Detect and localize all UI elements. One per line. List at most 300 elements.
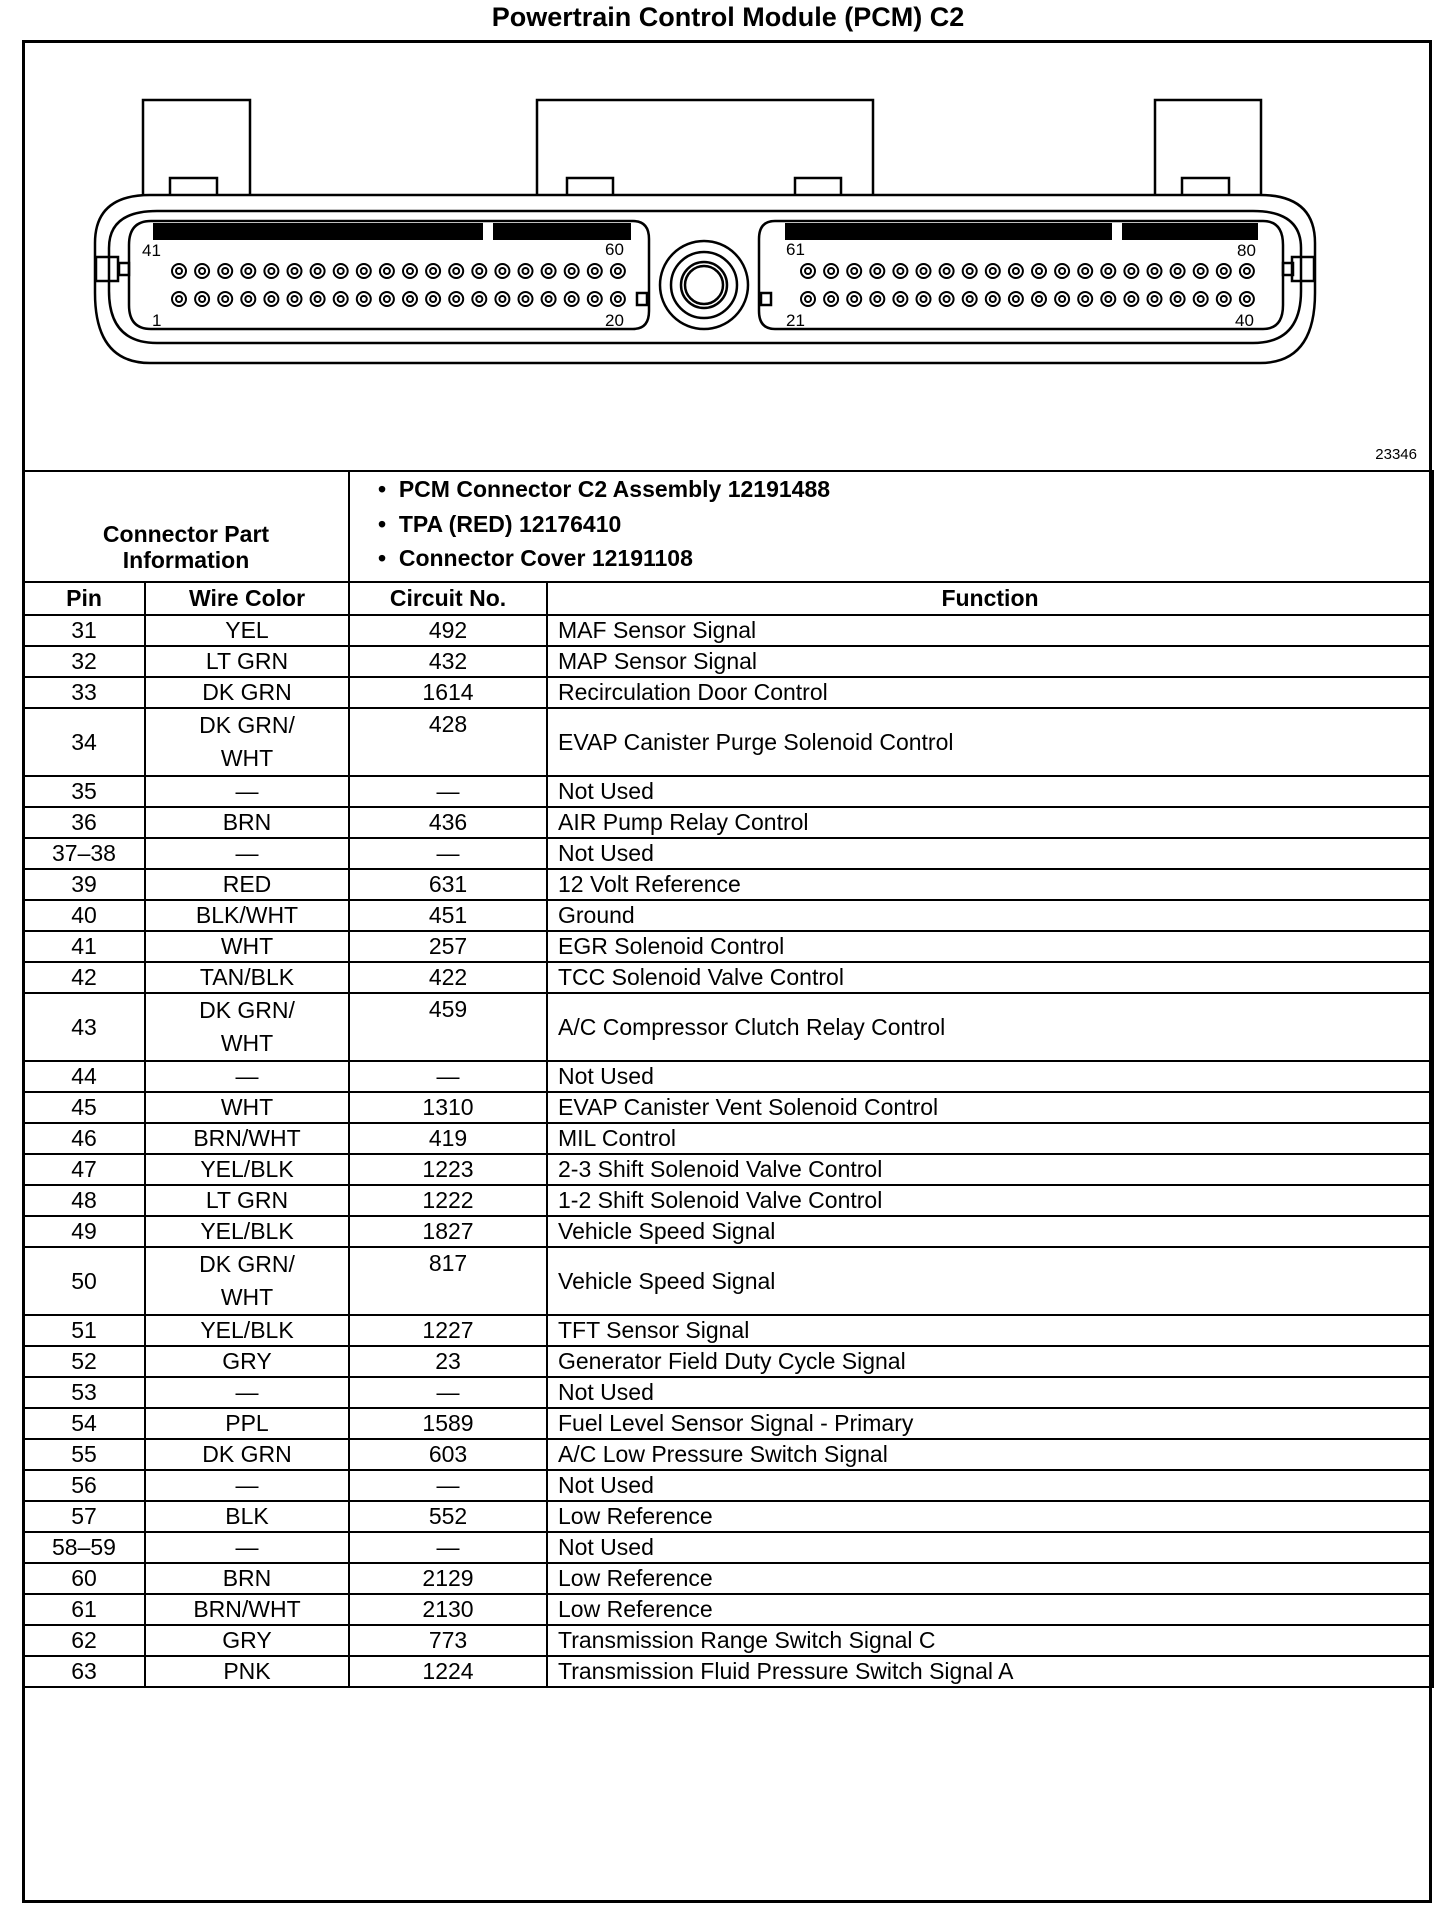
- pin-cavity: [288, 292, 302, 306]
- pin-contact: [592, 268, 598, 274]
- pin-cavity: [588, 264, 602, 278]
- pin-contact: [990, 296, 996, 302]
- circuit-cell: 552: [349, 1501, 547, 1532]
- pin-cavity: [264, 264, 278, 278]
- table-row: [23, 1154, 1433, 1185]
- wire-color-cell: PNK: [145, 1656, 349, 1687]
- part-info-row: [23, 471, 1433, 582]
- table-row: [23, 993, 1433, 1061]
- circuit-cell: 422: [349, 962, 547, 993]
- circuit-cell: 492: [349, 615, 547, 646]
- circuit-cell: —: [349, 838, 547, 869]
- pin-cavity: [1148, 264, 1162, 278]
- pin-contact: [967, 268, 973, 274]
- pin-cavity: [588, 292, 602, 306]
- pin-cell: 39: [23, 869, 145, 900]
- table-row: [23, 1501, 1433, 1532]
- circuit-cell: 773: [349, 1625, 547, 1656]
- pin-contact: [1059, 268, 1065, 274]
- wire-color-cell: YEL: [145, 615, 349, 646]
- circuit-cell: 1827: [349, 1216, 547, 1247]
- pin-cavity: [472, 264, 486, 278]
- pin-cell: 49: [23, 1216, 145, 1247]
- pin-cell: 52: [23, 1346, 145, 1377]
- table-row: [23, 1185, 1433, 1216]
- circuit-cell: —: [349, 1470, 547, 1501]
- pin-cell: 60: [23, 1563, 145, 1594]
- pin-cavity: [1217, 264, 1231, 278]
- pin-cell: 37–38: [23, 838, 145, 869]
- pin-contact: [1221, 268, 1227, 274]
- pin-cavity: [172, 292, 186, 306]
- function-cell: Ground: [547, 900, 1433, 931]
- pin-contact: [268, 296, 274, 302]
- table-row: [23, 1656, 1433, 1687]
- wire-color-cell: BLK/WHT: [145, 900, 349, 931]
- wire-color-cell: [145, 708, 349, 776]
- table-row: [23, 646, 1433, 677]
- function-cell: Low Reference: [547, 1501, 1433, 1532]
- circuit-cell: 603: [349, 1439, 547, 1470]
- pin-cavity: [824, 292, 838, 306]
- pin-cavity: [1032, 292, 1046, 306]
- circuit-cell: 1222: [349, 1185, 547, 1216]
- pin-contact: [546, 268, 552, 274]
- pin-cavity: [1055, 264, 1069, 278]
- table-row: [23, 962, 1433, 993]
- function-cell: Transmission Range Switch Signal C: [547, 1625, 1433, 1656]
- function-cell: A/C Compressor Clutch Relay Control: [547, 993, 1433, 1061]
- pin-cavity: [565, 264, 579, 278]
- function-cell: 12 Volt Reference: [547, 869, 1433, 900]
- pin-contact: [523, 268, 529, 274]
- table-row: [23, 1377, 1433, 1408]
- part-item: • TPA (RED) 12176410: [378, 510, 622, 537]
- pin-contact: [315, 296, 321, 302]
- pin-contact: [967, 296, 973, 302]
- pin-contact: [944, 296, 950, 302]
- table-row: [23, 677, 1433, 708]
- pin-cavity: [357, 264, 371, 278]
- pin-cavity: [940, 292, 954, 306]
- table-row: [23, 1594, 1433, 1625]
- function-cell: Not Used: [547, 1377, 1433, 1408]
- circuit-cell: —: [349, 1061, 547, 1092]
- pin-contact: [805, 296, 811, 302]
- pin-cavity: [311, 292, 325, 306]
- pin-contact: [615, 268, 621, 274]
- pin-contact: [851, 268, 857, 274]
- pin-cavity: [1009, 292, 1023, 306]
- function-cell: Low Reference: [547, 1563, 1433, 1594]
- circuit-cell: 1224: [349, 1656, 547, 1687]
- table-row: [23, 1408, 1433, 1439]
- pin-cell: 55: [23, 1439, 145, 1470]
- function-cell: Not Used: [547, 1061, 1433, 1092]
- pin-contact: [897, 268, 903, 274]
- pin-contact: [897, 296, 903, 302]
- function-cell: EGR Solenoid Control: [547, 931, 1433, 962]
- pin-contact: [222, 296, 228, 302]
- wire-color-line: WHT: [220, 1284, 274, 1310]
- col-header-pin: Pin: [23, 582, 145, 615]
- table-row: [23, 869, 1433, 900]
- function-cell: A/C Low Pressure Switch Signal: [547, 1439, 1433, 1470]
- pin-cell: 56: [23, 1470, 145, 1501]
- pin-cell: 45: [23, 1092, 145, 1123]
- pin-cavity: [1217, 292, 1231, 306]
- function-cell: Generator Field Duty Cycle Signal: [547, 1346, 1433, 1377]
- wire-color-cell: WHT: [145, 1092, 349, 1123]
- circuit-cell: 451: [349, 900, 547, 931]
- pin-cavity: [1009, 264, 1023, 278]
- function-cell: 1-2 Shift Solenoid Valve Control: [547, 1185, 1433, 1216]
- pin-contact: [338, 268, 344, 274]
- table-row: [23, 776, 1433, 807]
- pin-cavity: [449, 264, 463, 278]
- figure-number: 23346: [1375, 446, 1417, 463]
- pin-cell: 34: [23, 708, 145, 776]
- table-row: [23, 807, 1433, 838]
- pin-cell: 44: [23, 1061, 145, 1092]
- part-info-list: [349, 471, 1433, 582]
- pin-cavity: [893, 292, 907, 306]
- pin-contact: [1221, 296, 1227, 302]
- pin-cavity: [1171, 264, 1185, 278]
- pin-cavity: [893, 264, 907, 278]
- pin-cavity: [611, 292, 625, 306]
- pin-contact: [921, 296, 927, 302]
- pin-cavity: [495, 264, 509, 278]
- pin-contact: [828, 268, 834, 274]
- pin-contact: [874, 268, 880, 274]
- col-header-function: Function: [547, 582, 1433, 615]
- wire-color-cell: —: [145, 838, 349, 869]
- pin-contact: [921, 268, 927, 274]
- connector-diagram: [25, 43, 1429, 470]
- pin-contact: [1036, 296, 1042, 302]
- wire-color-line: WHT: [220, 1030, 274, 1056]
- pin-cavity: [1240, 264, 1254, 278]
- pin-contact: [1244, 268, 1250, 274]
- wire-color-cell: [145, 993, 349, 1061]
- pin-cavity: [824, 264, 838, 278]
- pin-cavity: [870, 264, 884, 278]
- pin-cell: 31: [23, 615, 145, 646]
- wire-color-cell: RED: [145, 869, 349, 900]
- function-cell: Not Used: [547, 838, 1433, 869]
- pin-contact: [361, 268, 367, 274]
- pin-label-61: 61: [786, 240, 805, 259]
- function-cell: Fuel Level Sensor Signal - Primary: [547, 1408, 1433, 1439]
- table-row: [23, 1625, 1433, 1656]
- table-row: [23, 1563, 1433, 1594]
- pin-cavity: [986, 264, 1000, 278]
- pin-cell: 32: [23, 646, 145, 677]
- header-row: [23, 582, 1433, 615]
- wire-color-cell: LT GRN: [145, 646, 349, 677]
- pin-contact: [1128, 296, 1134, 302]
- wire-color-cell: BRN: [145, 807, 349, 838]
- pin-label-20: 20: [605, 311, 624, 330]
- table-row: [23, 1123, 1433, 1154]
- pin-contact: [1175, 268, 1181, 274]
- table-row: [23, 1247, 1433, 1315]
- part-item: • PCM Connector C2 Assembly 12191488: [378, 476, 831, 502]
- pin-cavity: [1055, 292, 1069, 306]
- col-header-circuit: Circuit No.: [349, 582, 547, 615]
- pin-cavity: [472, 292, 486, 306]
- pin-contact: [338, 296, 344, 302]
- pin-contact: [430, 296, 436, 302]
- function-cell: Not Used: [547, 1470, 1433, 1501]
- pin-contact: [1105, 268, 1111, 274]
- pin-contact: [361, 296, 367, 302]
- pin-cavity: [986, 292, 1000, 306]
- pin-cavity: [1240, 292, 1254, 306]
- function-cell: 2-3 Shift Solenoid Valve Control: [547, 1154, 1433, 1185]
- table-row: [23, 900, 1433, 931]
- function-cell: Not Used: [547, 1532, 1433, 1563]
- col-header-wire-color: Wire Color: [145, 582, 349, 615]
- pin-cell: 53: [23, 1377, 145, 1408]
- wire-color-cell: GRY: [145, 1346, 349, 1377]
- pin-cavity: [847, 292, 861, 306]
- circuit-cell: 459: [349, 993, 547, 1061]
- wire-color-cell: LT GRN: [145, 1185, 349, 1216]
- wire-color-cell: BRN/WHT: [145, 1123, 349, 1154]
- pin-contact: [245, 296, 251, 302]
- pin-contact: [1082, 296, 1088, 302]
- pin-cavity: [357, 292, 371, 306]
- pin-cavity: [195, 292, 209, 306]
- pin-cell: 48: [23, 1185, 145, 1216]
- pin-cell: 63: [23, 1656, 145, 1687]
- circuit-cell: 23: [349, 1346, 547, 1377]
- function-cell: Not Used: [547, 776, 1433, 807]
- circuit-cell: 1614: [349, 677, 547, 708]
- wire-color-line: DK GRN/: [199, 1251, 295, 1277]
- pin-cavity: [963, 292, 977, 306]
- pin-cavity: [380, 292, 394, 306]
- wire-color-cell: YEL/BLK: [145, 1315, 349, 1346]
- wire-color-cell: YEL/BLK: [145, 1216, 349, 1247]
- circuit-cell: 432: [349, 646, 547, 677]
- pin-contact: [176, 268, 182, 274]
- pin-contact: [851, 296, 857, 302]
- pin-cavity: [449, 292, 463, 306]
- function-cell: MAP Sensor Signal: [547, 646, 1433, 677]
- circuit-cell: 631: [349, 869, 547, 900]
- table-row: [23, 1061, 1433, 1092]
- pin-cavity: [426, 264, 440, 278]
- pin-cavity: [1101, 264, 1115, 278]
- pin-contact: [546, 296, 552, 302]
- wire-color-cell: WHT: [145, 931, 349, 962]
- circuit-cell: 817: [349, 1247, 547, 1315]
- circuit-cell: —: [349, 1532, 547, 1563]
- table-row: [23, 1092, 1433, 1123]
- pin-cavity: [1032, 264, 1046, 278]
- circuit-cell: 2129: [349, 1563, 547, 1594]
- pin-cavity: [870, 292, 884, 306]
- pin-cavity: [1078, 264, 1092, 278]
- wire-color-line: WHT: [220, 745, 274, 771]
- pin-cell: 36: [23, 807, 145, 838]
- pin-contact: [1082, 268, 1088, 274]
- circuit-cell: 1227: [349, 1315, 547, 1346]
- function-cell: MAF Sensor Signal: [547, 615, 1433, 646]
- pin-cavity: [241, 264, 255, 278]
- pin-contact: [569, 268, 575, 274]
- pin-label-40: 40: [1235, 311, 1254, 330]
- wire-color-cell: —: [145, 1377, 349, 1408]
- table-row: [23, 1346, 1433, 1377]
- pin-cavity: [1148, 292, 1162, 306]
- pin-contact: [1198, 296, 1204, 302]
- pin-contact: [1175, 296, 1181, 302]
- circuit-cell: 1589: [349, 1408, 547, 1439]
- pin-label-41: 41: [142, 241, 161, 260]
- wire-color-line: DK GRN/: [199, 712, 295, 738]
- wire-color-cell: PPL: [145, 1408, 349, 1439]
- pin-cavity: [426, 292, 440, 306]
- pin-contact: [1152, 268, 1158, 274]
- pin-contact: [292, 268, 298, 274]
- table-row: [23, 931, 1433, 962]
- function-cell: AIR Pump Relay Control: [547, 807, 1433, 838]
- pin-contact: [1128, 268, 1134, 274]
- wire-color-cell: TAN/BLK: [145, 962, 349, 993]
- circuit-cell: 257: [349, 931, 547, 962]
- wire-color-cell: —: [145, 1532, 349, 1563]
- pin-cavity: [801, 292, 815, 306]
- wire-color-cell: BRN/WHT: [145, 1594, 349, 1625]
- pin-contact: [453, 268, 459, 274]
- pin-cavity: [403, 292, 417, 306]
- pin-contact: [199, 268, 205, 274]
- pin-cavity: [847, 264, 861, 278]
- pin-contact: [569, 296, 575, 302]
- pin-cavity: [1124, 292, 1138, 306]
- pin-contact: [592, 296, 598, 302]
- pin-cavity: [1101, 292, 1115, 306]
- wire-color-cell: —: [145, 1470, 349, 1501]
- circuit-cell: 436: [349, 807, 547, 838]
- wire-color-cell: —: [145, 776, 349, 807]
- pin-contact: [1152, 296, 1158, 302]
- function-cell: Vehicle Speed Signal: [547, 1247, 1433, 1315]
- function-cell: EVAP Canister Vent Solenoid Control: [547, 1092, 1433, 1123]
- part-item: • Connector Cover 12191108: [378, 545, 693, 571]
- pin-contact: [523, 296, 529, 302]
- circuit-cell: —: [349, 1377, 547, 1408]
- pin-contact: [944, 268, 950, 274]
- pin-cavity: [565, 292, 579, 306]
- function-cell: TFT Sensor Signal: [547, 1315, 1433, 1346]
- pin-cavity: [334, 264, 348, 278]
- pin-contact: [407, 268, 413, 274]
- wire-color-cell: GRY: [145, 1625, 349, 1656]
- pin-cell: 62: [23, 1625, 145, 1656]
- pin-cavity: [264, 292, 278, 306]
- pin-cell: 40: [23, 900, 145, 931]
- pin-contact: [615, 296, 621, 302]
- pin-contact: [430, 268, 436, 274]
- pin-cavity: [1194, 292, 1208, 306]
- table-row: [23, 1315, 1433, 1346]
- pin-contact: [384, 296, 390, 302]
- document-frame: [22, 40, 1432, 1903]
- pin-cavity: [403, 264, 417, 278]
- wire-color-cell: DK GRN: [145, 677, 349, 708]
- pin-contact: [499, 296, 505, 302]
- pin-cavity: [495, 292, 509, 306]
- pin-contact: [384, 268, 390, 274]
- pin-cavity: [917, 264, 931, 278]
- pin-contact: [1013, 268, 1019, 274]
- pin-contact: [1244, 296, 1250, 302]
- pin-cavity: [1171, 292, 1185, 306]
- pin-cavity: [172, 264, 186, 278]
- pin-contact: [1013, 296, 1019, 302]
- circuit-cell: 1310: [349, 1092, 547, 1123]
- pin-cavity: [1124, 264, 1138, 278]
- table-row: [23, 615, 1433, 646]
- table-row: [23, 708, 1433, 776]
- pin-cavity: [241, 292, 255, 306]
- table-row: [23, 1532, 1433, 1563]
- circuit-cell: 419: [349, 1123, 547, 1154]
- pin-contact: [245, 268, 251, 274]
- circuit-cell: —: [349, 776, 547, 807]
- pin-cavity: [519, 264, 533, 278]
- function-cell: Transmission Fluid Pressure Switch Signal A: [547, 1656, 1433, 1687]
- table-row: [23, 838, 1433, 869]
- circuit-cell: 2130: [349, 1594, 547, 1625]
- pin-contact: [990, 268, 996, 274]
- pin-contact: [222, 268, 228, 274]
- pin-cell: 54: [23, 1408, 145, 1439]
- pinout-table: [22, 470, 1434, 1688]
- pin-contact: [1198, 268, 1204, 274]
- pin-cell: 50: [23, 1247, 145, 1315]
- pin-cavity: [611, 264, 625, 278]
- pin-cell: 43: [23, 993, 145, 1061]
- pin-cell: 42: [23, 962, 145, 993]
- pin-cavity: [963, 264, 977, 278]
- pin-contact: [268, 268, 274, 274]
- pin-cell: 33: [23, 677, 145, 708]
- wire-color-cell: YEL/BLK: [145, 1154, 349, 1185]
- function-cell: Vehicle Speed Signal: [547, 1216, 1433, 1247]
- pin-contact: [292, 296, 298, 302]
- pin-contact: [176, 296, 182, 302]
- pin-cavity: [542, 264, 556, 278]
- pin-contact: [199, 296, 205, 302]
- function-cell: Low Reference: [547, 1594, 1433, 1625]
- pin-label-21: 21: [786, 311, 805, 330]
- pin-contact: [453, 296, 459, 302]
- wire-color-cell: BRN: [145, 1563, 349, 1594]
- function-cell: EVAP Canister Purge Solenoid Control: [547, 708, 1433, 776]
- pin-cavity: [1194, 264, 1208, 278]
- table-row: [23, 1470, 1433, 1501]
- circuit-cell: 1223: [349, 1154, 547, 1185]
- pin-contact: [476, 268, 482, 274]
- pin-contact: [1036, 268, 1042, 274]
- pin-cavity: [1078, 292, 1092, 306]
